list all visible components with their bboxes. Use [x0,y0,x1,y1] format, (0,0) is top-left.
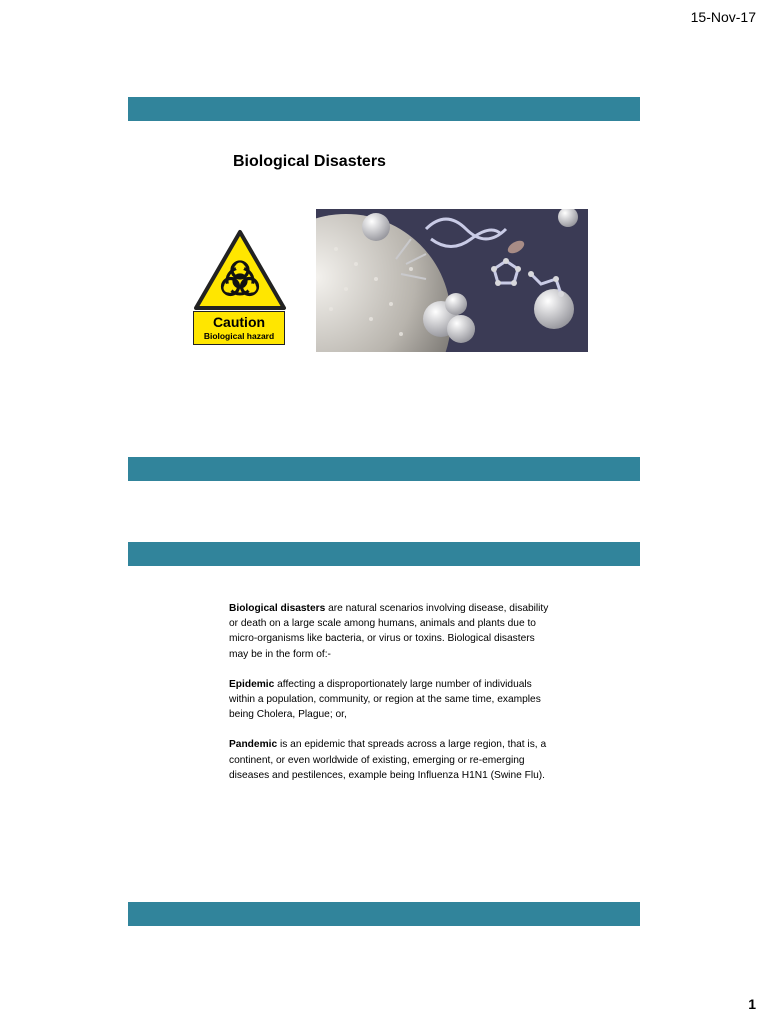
page-number: 1 [748,996,756,1012]
slide-title: Biological Disasters [233,153,386,170]
paragraph-biological-disasters: Biological disasters are natural scenarios involving disease, disability or death on a large scale among humans, animals and plants due to micro-organisms like bacteria, or virus or toxins. Biological disasters may be in the form of:- [229,603,549,660]
slide1-top-bar [128,97,640,121]
slide1-bottom-bar [128,457,640,481]
slide-body [229,601,549,798]
print-date: 15-Nov-17 [690,9,756,25]
biological-hazard-text: Biological hazard [203,331,275,341]
biohazard-icon [193,229,287,311]
slide2-top-bar [128,542,640,566]
slide2-bottom-bar [128,902,640,926]
microorganisms-illustration [316,209,588,352]
paragraph-epidemic: Epidemic affecting a disproportionately large number of individuals within a population, community, or region at the same time, examples being Cholera, Plague; or, [229,678,541,721]
caution-label [193,311,285,345]
paragraph-pandemic: Pandemic is an epidemic that spreads across a large region, that is, a continent, or even worldwide of existing, emerging or re-emerging diseases and pestilences, example being Influenza H1N1 (Swine Flu). [229,739,547,781]
caution-text: Caution [212,314,266,330]
